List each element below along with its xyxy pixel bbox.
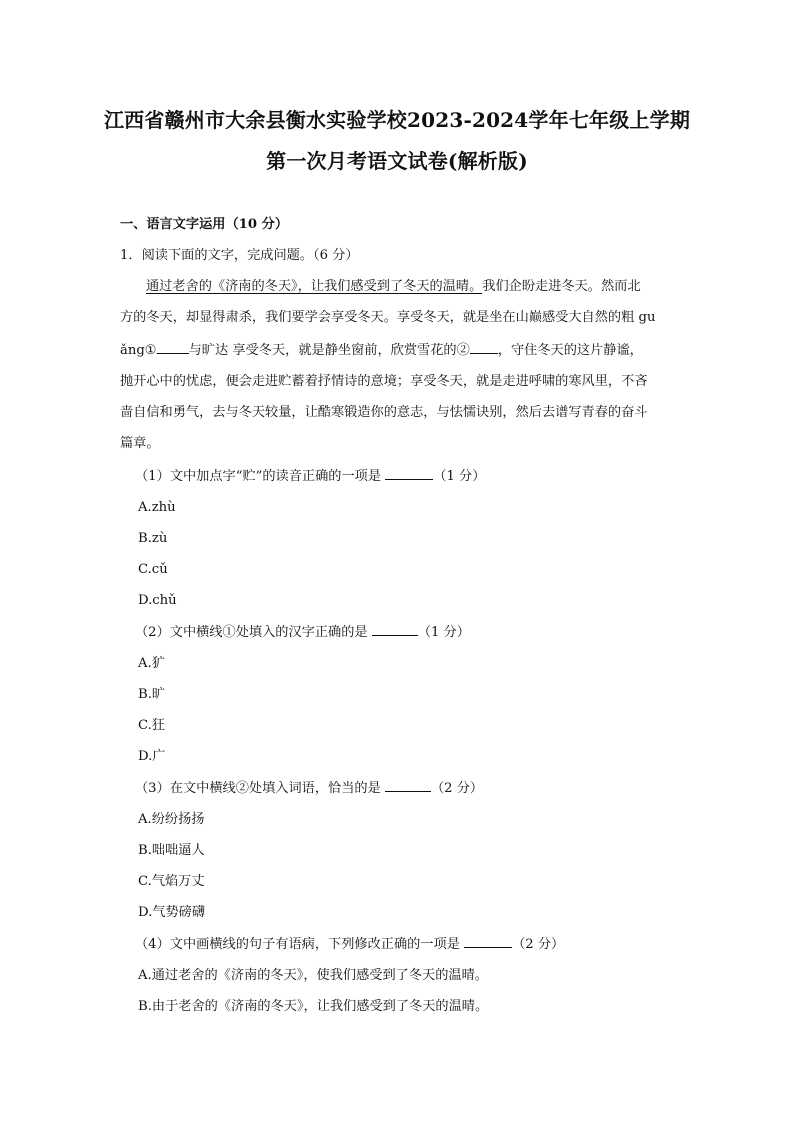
- blank-1: [157, 341, 189, 354]
- subquestion-2: （2）文中横线①处填入的汉字正确的是 （1 分）: [135, 625, 470, 640]
- document-title-line2: 第一次月考语文试卷(解析版): [266, 149, 528, 173]
- passage-line-4: 抛开心中的忧虑，便会走进贮蓄着抒情诗的意境；享受冬天，就是走进呼啸的寒风里，不吝: [120, 374, 648, 389]
- passage-line-2: 方的冬天，却显得肃杀，我们要学会享受冬天。享受冬天，就是坐在山巅感受大自然的粗 gu: [120, 310, 656, 325]
- answer-blank: [385, 779, 431, 792]
- passage-line-3: ǎng① 与旷达 享受冬天，就是静坐窗前，欣赏雪花的② ，守住冬天的这片静谧，: [120, 343, 643, 358]
- passage-line-6: 篇章。: [120, 436, 160, 451]
- option-b[interactable]: B.zù: [138, 531, 168, 546]
- subquestion-3: （3）在文中横线②处填入词语，恰当的是 （2 分）: [135, 781, 484, 796]
- section-heading: 一、语言文字运用（10 分）: [120, 217, 289, 232]
- option-c[interactable]: C.气焰万丈: [138, 874, 205, 889]
- subquestion-4: （4）文中画横线的句子有语病，下列修改正确的一项是 （2 分）: [135, 937, 565, 952]
- question-1-stem: 1．阅读下面的文字，完成问题。（6 分）: [120, 248, 359, 263]
- option-a[interactable]: A.zhù: [138, 500, 176, 515]
- underlined-sentence: 通过老舍的《济南的冬天》，让我们感受到了冬天的温晴。: [146, 279, 483, 294]
- blank-2: [470, 341, 498, 354]
- document-title-line1: 江西省赣州市大余县衡水实验学校2023-2024学年七年级上学期: [103, 108, 691, 132]
- option-a[interactable]: A.犷: [138, 656, 165, 671]
- option-a[interactable]: A.通过老舍的《济南的冬天》，使我们感受到了冬天的温晴。: [138, 968, 488, 983]
- passage-line-1: 通过老舍的《济南的冬天》，让我们感受到了冬天的温晴。我们企盼走进冬天。然而北: [146, 279, 641, 294]
- option-d[interactable]: D.气势磅礴: [138, 905, 206, 920]
- option-c[interactable]: C.cǔ: [138, 562, 168, 577]
- answer-blank: [372, 623, 418, 636]
- passage-line-5: 啬自信和勇气，去与冬天较量，让酷寒锻造你的意志，与怯懦诀别，然后去谱写青春的奋斗: [120, 405, 648, 420]
- option-b[interactable]: B.由于老舍的《济南的冬天》，让我们感受到了冬天的温晴。: [138, 999, 489, 1014]
- option-a[interactable]: A.纷纷扬扬: [138, 812, 205, 827]
- option-d[interactable]: D.chǔ: [138, 593, 177, 608]
- answer-blank: [385, 467, 433, 480]
- option-c[interactable]: C.狂: [138, 718, 165, 733]
- option-b[interactable]: B.旷: [138, 687, 166, 702]
- answer-blank: [464, 935, 512, 948]
- subquestion-1: （1）文中加点字“贮”的读音正确的一项是 （1 分）: [135, 469, 486, 484]
- option-d[interactable]: D.广: [138, 749, 166, 764]
- option-b[interactable]: B.咄咄逼人: [138, 843, 205, 858]
